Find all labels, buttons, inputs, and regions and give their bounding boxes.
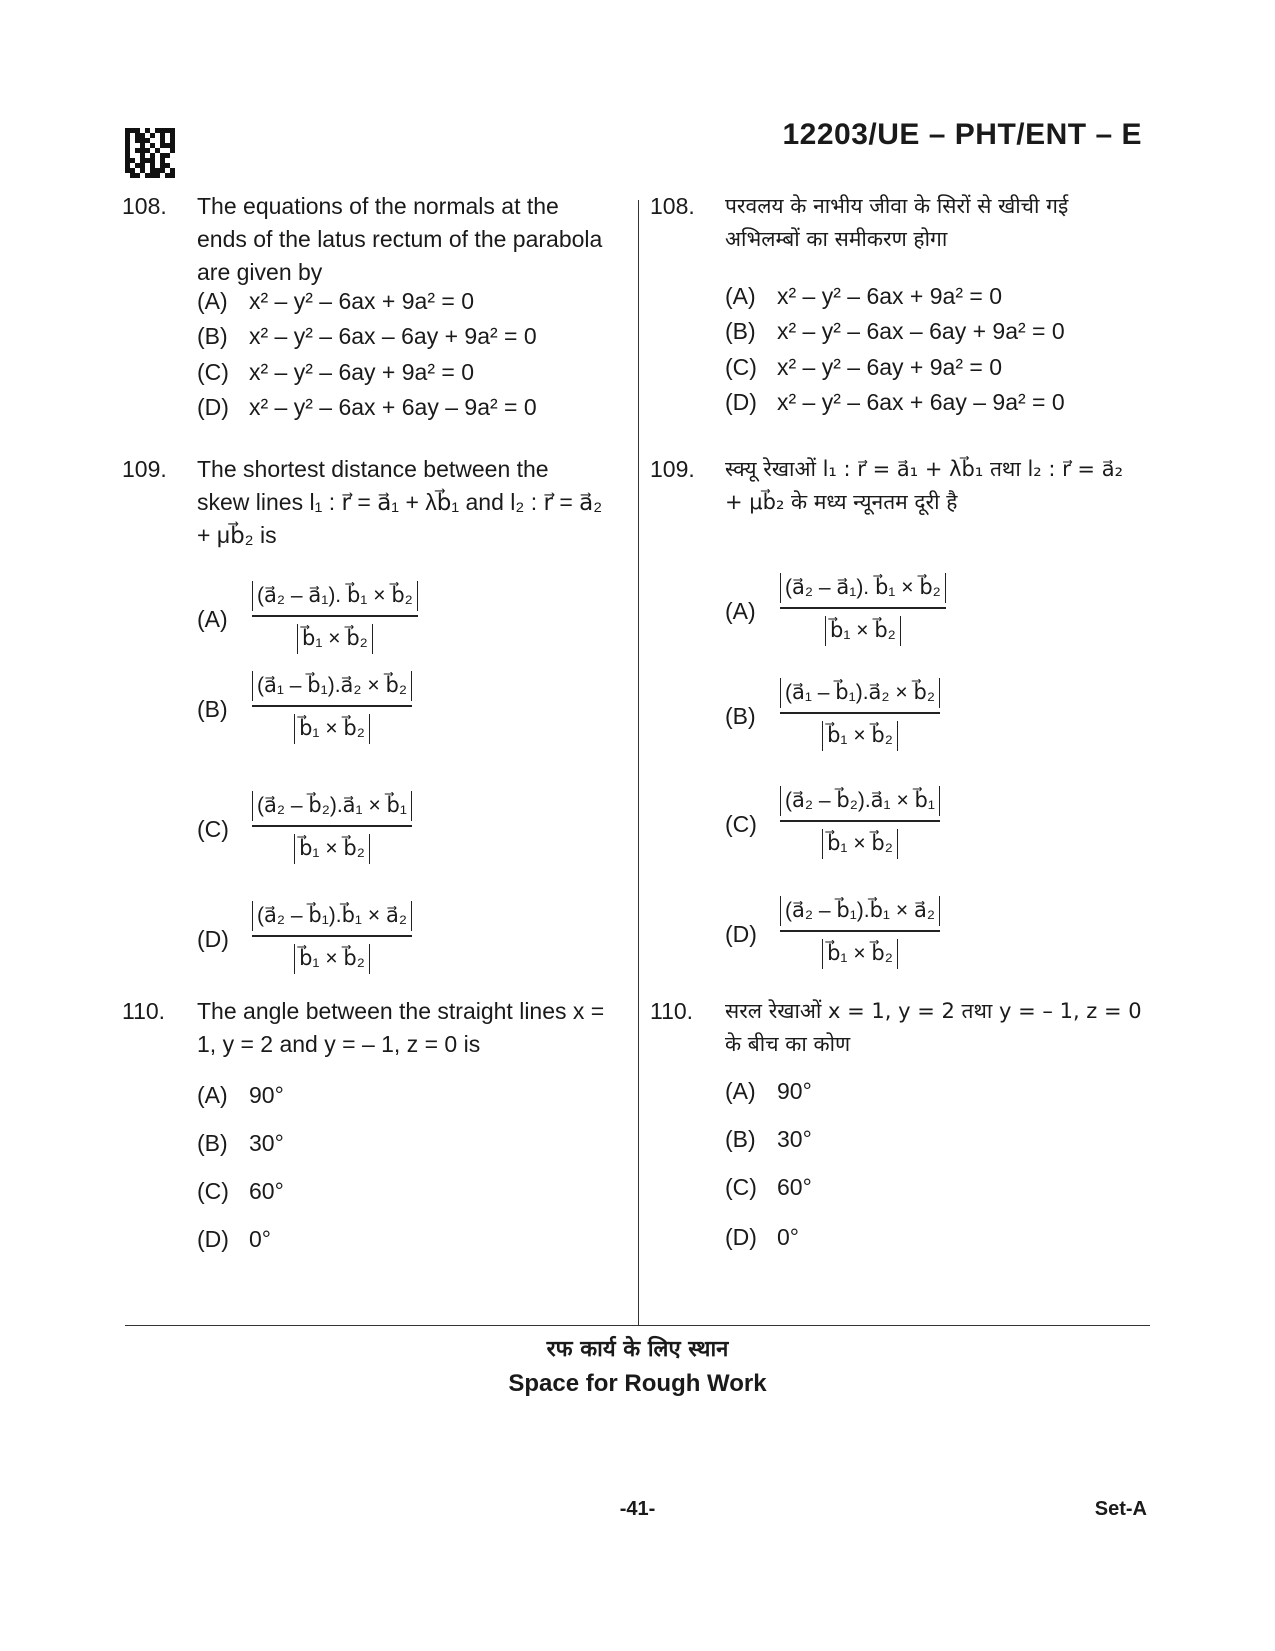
question-number: 109. [122,456,167,482]
question-number: 108. [122,193,167,219]
option-b[interactable]: (B) 30° [725,1126,812,1152]
option-a[interactable]: (A) 90° [197,1082,284,1108]
option-d[interactable]: (D) (a⃗₂ – b⃗₁).b⃗₁ × a⃗₂ b⃗₁ × b⃗₂ [725,893,1025,983]
option-d[interactable]: (D) x² – y² – 6ax + 6ay – 9a² = 0 [725,389,1065,415]
question-text: परवलय के नाभीय जीवा के सिरों से खीची गई अभिलम्बों का समीकरण होगा [725,194,1069,251]
option-d[interactable]: (D) 0° [725,1224,799,1250]
option-c[interactable]: (C) x² – y² – 6ay + 9a² = 0 [725,354,1003,380]
option-a[interactable]: (A) (a⃗₂ – a⃗₁). b⃗₁ × b⃗₂ b⃗₁ × b⃗₂ [725,570,1025,660]
option-d[interactable]: (D) 0° [197,1226,271,1252]
question-number: 109. [650,456,695,482]
option-d[interactable]: (D) x² – y² – 6ax + 6ay – 9a² = 0 [197,394,537,420]
option-a[interactable]: (A) (a⃗₂ – a⃗₁). b⃗₁ × b⃗₂ b⃗₁ × b⃗₂ [197,578,497,668]
paper-code: 12203/UE – PHT/ENT – E [782,118,1142,151]
fraction: (a⃗₂ – b⃗₂).a⃗₁ × b⃗₁ b⃗₁ × b⃗₂ [780,783,940,859]
question-text: The shortest distance between the skew lines l₁ : r⃗ = a⃗₁ + λb⃗₁ and l₂ : r⃗ = a⃗₂ + μb⃗₂ is [197,456,603,548]
option-c[interactable]: (C) 60° [197,1178,284,1204]
fraction: (a⃗₂ – a⃗₁). b⃗₁ × b⃗₂ b⃗₁ × b⃗₂ [252,578,418,654]
option-c[interactable]: (C) x² – y² – 6ay + 9a² = 0 [197,359,475,385]
question-number: 110. [650,998,694,1024]
option-b[interactable]: (B) (a⃗₁ – b⃗₁).a⃗₂ × b⃗₂ b⃗₁ × b⃗₂ [725,675,1025,765]
question-number: 110. [122,998,166,1024]
page-number: -41- [619,1498,656,1520]
set-label: Set-A [1094,1498,1147,1520]
option-c[interactable]: (C) 60° [725,1174,812,1200]
option-c[interactable]: (C) (a⃗₂ – b⃗₂).a⃗₁ × b⃗₁ b⃗₁ × b⃗₂ [725,783,1025,873]
question-text: The equations of the normals at the ends of the latus rectum of the parabola are given by [197,193,603,285]
option-a[interactable]: (A) 90° [725,1078,812,1104]
option-b[interactable]: (B) 30° [197,1130,284,1156]
question-text: The angle between the straight lines x = 1, y = 2 and y = – 1, z = 0 is [197,998,605,1057]
question-text: स्क्यू रेखाओं l₁ : r⃗ = a⃗₁ + λb⃗₁ तथा l₂ : r⃗ = a⃗₂ + μb⃗₂ के मध्य न्यूनतम दूरी है [725,457,1123,514]
fraction: (a⃗₂ – b⃗₁).b⃗₁ × a⃗₂ b⃗₁ × b⃗₂ [252,898,412,974]
option-c[interactable]: (C) (a⃗₂ – b⃗₂).a⃗₁ × b⃗₁ b⃗₁ × b⃗₂ [197,788,497,878]
option-a[interactable]: (A) x² – y² – 6ax + 9a² = 0 [725,283,1003,309]
fraction: (a⃗₂ – b⃗₁).b⃗₁ × a⃗₂ b⃗₁ × b⃗₂ [780,893,940,969]
qr-code [125,128,175,178]
option-a[interactable]: (A) x² – y² – 6ax + 9a² = 0 [197,288,475,314]
rough-work-title: Space for Rough Work [508,1370,767,1397]
rough-work-title-hindi: रफ कार्य के लिए स्थान [546,1337,729,1362]
rough-work-divider [125,1325,1150,1326]
column-divider [638,200,639,1325]
question-text: सरल रेखाओं x = 1, y = 2 तथा y = – 1, z = 0 के बीच का कोण [725,999,1142,1056]
fraction: (a⃗₂ – b⃗₂).a⃗₁ × b⃗₁ b⃗₁ × b⃗₂ [252,788,412,864]
option-b[interactable]: (B) x² – y² – 6ax – 6ay + 9a² = 0 [725,318,1065,344]
fraction: (a⃗₁ – b⃗₁).a⃗₂ × b⃗₂ b⃗₁ × b⃗₂ [780,675,940,751]
fraction: (a⃗₂ – a⃗₁). b⃗₁ × b⃗₂ b⃗₁ × b⃗₂ [780,570,946,646]
option-d[interactable]: (D) (a⃗₂ – b⃗₁).b⃗₁ × a⃗₂ b⃗₁ × b⃗₂ [197,898,497,988]
fraction: (a⃗₁ – b⃗₁).a⃗₂ × b⃗₂ b⃗₁ × b⃗₂ [252,668,412,744]
option-b[interactable]: (B) x² – y² – 6ax – 6ay + 9a² = 0 [197,323,537,349]
option-b[interactable]: (B) (a⃗₁ – b⃗₁).a⃗₂ × b⃗₂ b⃗₁ × b⃗₂ [197,668,497,758]
question-number: 108. [650,193,695,219]
